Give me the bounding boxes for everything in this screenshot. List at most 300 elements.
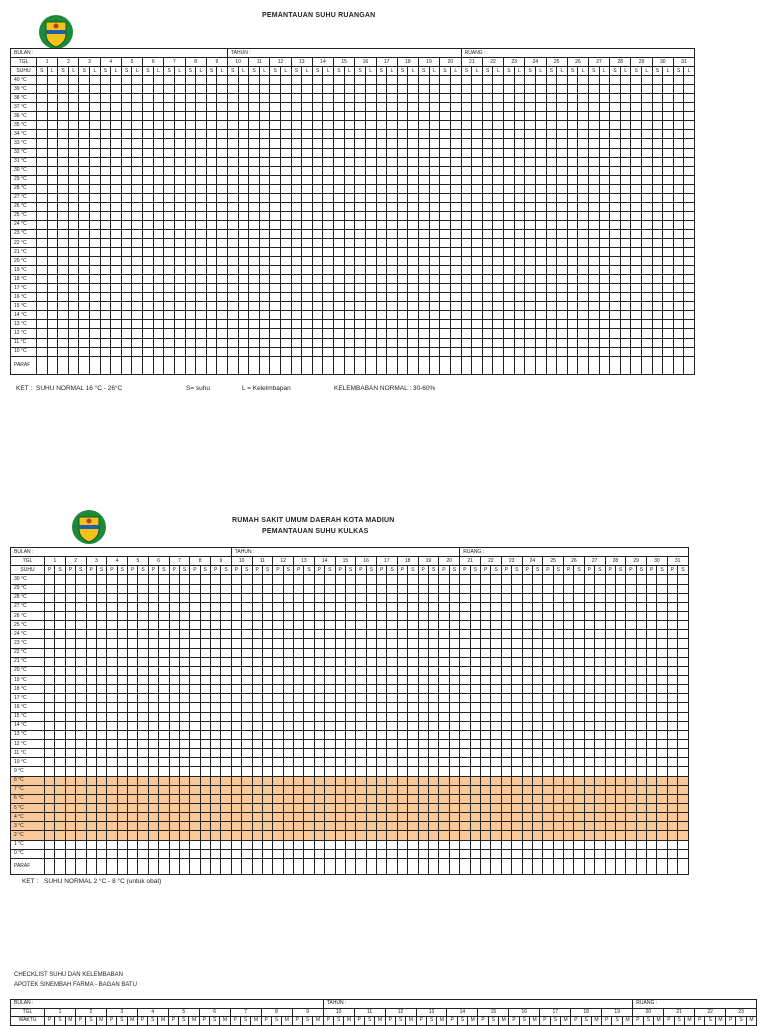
entry-cell[interactable] — [365, 175, 376, 184]
entry-cell[interactable] — [334, 293, 345, 302]
entry-cell[interactable] — [90, 85, 101, 94]
entry-cell[interactable] — [304, 593, 314, 602]
entry-cell[interactable] — [366, 749, 376, 758]
entry-cell[interactable] — [107, 630, 117, 639]
entry-cell[interactable] — [227, 302, 238, 311]
entry-cell[interactable] — [190, 602, 200, 611]
entry-cell[interactable] — [657, 694, 667, 703]
entry-cell[interactable] — [491, 749, 501, 758]
entry-cell[interactable] — [652, 103, 663, 112]
entry-cell[interactable] — [238, 139, 249, 148]
entry-cell[interactable] — [334, 275, 345, 284]
entry-cell[interactable] — [460, 840, 470, 849]
entry-cell[interactable] — [314, 767, 324, 776]
entry-cell[interactable] — [179, 794, 189, 803]
entry-cell[interactable] — [211, 785, 221, 794]
entry-cell[interactable] — [525, 266, 536, 275]
signature-cell[interactable] — [525, 356, 536, 374]
entry-cell[interactable] — [491, 730, 501, 739]
entry-cell[interactable] — [200, 767, 210, 776]
entry-cell[interactable] — [564, 721, 574, 730]
entry-cell[interactable] — [294, 630, 304, 639]
entry-cell[interactable] — [678, 785, 688, 794]
entry-cell[interactable] — [397, 175, 408, 184]
entry-cell[interactable] — [238, 266, 249, 275]
entry-cell[interactable] — [179, 813, 189, 822]
signature-cell[interactable] — [610, 356, 621, 374]
entry-cell[interactable] — [344, 85, 355, 94]
entry-cell[interactable] — [482, 184, 493, 193]
entry-cell[interactable] — [107, 776, 117, 785]
entry-cell[interactable] — [227, 266, 238, 275]
entry-cell[interactable] — [673, 166, 684, 175]
entry-cell[interactable] — [605, 813, 615, 822]
entry-cell[interactable] — [574, 739, 584, 748]
entry-cell[interactable] — [169, 675, 179, 684]
entry-cell[interactable] — [626, 657, 636, 666]
entry-cell[interactable] — [196, 238, 207, 247]
entry-cell[interactable] — [68, 184, 79, 193]
entry-cell[interactable] — [45, 749, 55, 758]
entry-cell[interactable] — [231, 822, 241, 831]
entry-cell[interactable] — [79, 275, 90, 284]
entry-cell[interactable] — [684, 202, 695, 211]
entry-cell[interactable] — [408, 211, 419, 220]
entry-cell[interactable] — [196, 166, 207, 175]
entry-cell[interactable] — [262, 749, 272, 758]
entry-cell[interactable] — [615, 575, 625, 584]
entry-cell[interactable] — [663, 311, 674, 320]
entry-cell[interactable] — [470, 849, 480, 858]
entry-cell[interactable] — [429, 220, 440, 229]
entry-cell[interactable] — [631, 184, 642, 193]
entry-cell[interactable] — [460, 776, 470, 785]
entry-cell[interactable] — [185, 320, 196, 329]
entry-cell[interactable] — [107, 831, 117, 840]
entry-cell[interactable] — [238, 329, 249, 338]
entry-cell[interactable] — [461, 329, 472, 338]
entry-cell[interactable] — [294, 767, 304, 776]
entry-cell[interactable] — [470, 694, 480, 703]
entry-cell[interactable] — [482, 202, 493, 211]
entry-cell[interactable] — [47, 238, 58, 247]
entry-cell[interactable] — [196, 202, 207, 211]
entry-cell[interactable] — [107, 611, 117, 620]
entry-cell[interactable] — [377, 785, 387, 794]
entry-cell[interactable] — [86, 730, 96, 739]
entry-cell[interactable] — [429, 284, 440, 293]
entry-cell[interactable] — [314, 721, 324, 730]
entry-cell[interactable] — [312, 211, 323, 220]
entry-cell[interactable] — [159, 767, 169, 776]
entry-cell[interactable] — [355, 329, 366, 338]
entry-cell[interactable] — [626, 822, 636, 831]
entry-cell[interactable] — [493, 284, 504, 293]
entry-cell[interactable] — [196, 229, 207, 238]
entry-cell[interactable] — [68, 266, 79, 275]
signature-cell[interactable] — [283, 858, 293, 874]
entry-cell[interactable] — [86, 703, 96, 712]
entry-cell[interactable] — [657, 849, 667, 858]
entry-cell[interactable] — [514, 220, 525, 229]
entry-cell[interactable] — [325, 639, 335, 648]
entry-cell[interactable] — [90, 112, 101, 121]
entry-cell[interactable] — [128, 721, 138, 730]
entry-cell[interactable] — [673, 184, 684, 193]
entry-cell[interactable] — [96, 803, 106, 812]
entry-cell[interactable] — [652, 121, 663, 130]
entry-cell[interactable] — [470, 776, 480, 785]
entry-cell[interactable] — [138, 703, 148, 712]
entry-cell[interactable] — [493, 112, 504, 121]
entry-cell[interactable] — [262, 803, 272, 812]
entry-cell[interactable] — [667, 730, 677, 739]
entry-cell[interactable] — [642, 275, 653, 284]
entry-cell[interactable] — [86, 602, 96, 611]
entry-cell[interactable] — [283, 657, 293, 666]
entry-cell[interactable] — [169, 703, 179, 712]
entry-cell[interactable] — [138, 648, 148, 657]
entry-cell[interactable] — [397, 94, 408, 103]
entry-cell[interactable] — [657, 840, 667, 849]
entry-cell[interactable] — [553, 822, 563, 831]
entry-cell[interactable] — [584, 794, 594, 803]
entry-cell[interactable] — [179, 712, 189, 721]
entry-cell[interactable] — [397, 712, 407, 721]
entry-cell[interactable] — [314, 712, 324, 721]
entry-cell[interactable] — [481, 840, 491, 849]
entry-cell[interactable] — [148, 685, 158, 694]
entry-cell[interactable] — [615, 749, 625, 758]
entry-cell[interactable] — [148, 822, 158, 831]
entry-cell[interactable] — [522, 803, 532, 812]
entry-cell[interactable] — [96, 630, 106, 639]
entry-cell[interactable] — [501, 712, 511, 721]
entry-cell[interactable] — [65, 685, 75, 694]
entry-cell[interactable] — [482, 302, 493, 311]
entry-cell[interactable] — [439, 675, 449, 684]
entry-cell[interactable] — [37, 329, 48, 338]
entry-cell[interactable] — [439, 602, 449, 611]
entry-cell[interactable] — [647, 593, 657, 602]
entry-cell[interactable] — [196, 275, 207, 284]
entry-cell[interactable] — [493, 248, 504, 257]
entry-cell[interactable] — [514, 202, 525, 211]
entry-cell[interactable] — [366, 785, 376, 794]
entry-cell[interactable] — [206, 311, 217, 320]
entry-cell[interactable] — [377, 584, 387, 593]
entry-cell[interactable] — [325, 721, 335, 730]
entry-cell[interactable] — [90, 275, 101, 284]
entry-cell[interactable] — [227, 320, 238, 329]
entry-cell[interactable] — [169, 794, 179, 803]
entry-cell[interactable] — [312, 121, 323, 130]
entry-cell[interactable] — [138, 758, 148, 767]
entry-cell[interactable] — [68, 175, 79, 184]
entry-cell[interactable] — [334, 103, 345, 112]
entry-cell[interactable] — [605, 621, 615, 630]
signature-cell[interactable] — [304, 858, 314, 874]
entry-cell[interactable] — [117, 813, 127, 822]
entry-cell[interactable] — [482, 130, 493, 139]
entry-cell[interactable] — [543, 611, 553, 620]
entry-cell[interactable] — [344, 103, 355, 112]
entry-cell[interactable] — [314, 593, 324, 602]
entry-cell[interactable] — [143, 94, 154, 103]
entry-cell[interactable] — [111, 238, 122, 247]
entry-cell[interactable] — [512, 584, 522, 593]
entry-cell[interactable] — [557, 229, 568, 238]
entry-cell[interactable] — [439, 584, 449, 593]
entry-cell[interactable] — [615, 657, 625, 666]
entry-cell[interactable] — [408, 703, 418, 712]
entry-cell[interactable] — [366, 675, 376, 684]
entry-cell[interactable] — [335, 575, 345, 584]
entry-cell[interactable] — [642, 248, 653, 257]
entry-cell[interactable] — [418, 193, 429, 202]
entry-cell[interactable] — [525, 94, 536, 103]
entry-cell[interactable] — [283, 611, 293, 620]
entry-cell[interactable] — [302, 238, 313, 247]
entry-cell[interactable] — [294, 703, 304, 712]
entry-cell[interactable] — [522, 639, 532, 648]
entry-cell[interactable] — [68, 202, 79, 211]
entry-cell[interactable] — [273, 602, 283, 611]
entry-cell[interactable] — [79, 320, 90, 329]
entry-cell[interactable] — [482, 238, 493, 247]
entry-cell[interactable] — [128, 730, 138, 739]
entry-cell[interactable] — [595, 776, 605, 785]
entry-cell[interactable] — [291, 329, 302, 338]
entry-cell[interactable] — [450, 284, 461, 293]
entry-cell[interactable] — [418, 85, 429, 94]
entry-cell[interactable] — [252, 621, 262, 630]
entry-cell[interactable] — [429, 184, 440, 193]
entry-cell[interactable] — [121, 184, 132, 193]
entry-cell[interactable] — [450, 130, 461, 139]
entry-cell[interactable] — [86, 694, 96, 703]
entry-cell[interactable] — [238, 293, 249, 302]
entry-cell[interactable] — [605, 822, 615, 831]
entry-cell[interactable] — [574, 749, 584, 758]
entry-cell[interactable] — [428, 803, 438, 812]
entry-cell[interactable] — [273, 749, 283, 758]
entry-cell[interactable] — [227, 148, 238, 157]
entry-cell[interactable] — [493, 211, 504, 220]
entry-cell[interactable] — [667, 675, 677, 684]
signature-cell[interactable] — [620, 356, 631, 374]
entry-cell[interactable] — [335, 593, 345, 602]
entry-cell[interactable] — [283, 694, 293, 703]
entry-cell[interactable] — [418, 112, 429, 121]
entry-cell[interactable] — [55, 657, 65, 666]
entry-cell[interactable] — [578, 130, 589, 139]
entry-cell[interactable] — [440, 229, 451, 238]
entry-cell[interactable] — [472, 266, 483, 275]
entry-cell[interactable] — [242, 794, 252, 803]
entry-cell[interactable] — [522, 730, 532, 739]
entry-cell[interactable] — [325, 831, 335, 840]
entry-cell[interactable] — [356, 685, 366, 694]
entry-cell[interactable] — [312, 193, 323, 202]
entry-cell[interactable] — [501, 575, 511, 584]
entry-cell[interactable] — [356, 611, 366, 620]
entry-cell[interactable] — [584, 767, 594, 776]
entry-cell[interactable] — [79, 329, 90, 338]
entry-cell[interactable] — [58, 130, 69, 139]
entry-cell[interactable] — [460, 831, 470, 840]
entry-cell[interactable] — [626, 621, 636, 630]
entry-cell[interactable] — [626, 749, 636, 758]
entry-cell[interactable] — [249, 184, 260, 193]
entry-cell[interactable] — [128, 822, 138, 831]
entry-cell[interactable] — [408, 103, 419, 112]
entry-cell[interactable] — [493, 94, 504, 103]
entry-cell[interactable] — [588, 229, 599, 238]
entry-cell[interactable] — [610, 229, 621, 238]
entry-cell[interactable] — [512, 593, 522, 602]
entry-cell[interactable] — [262, 648, 272, 657]
entry-cell[interactable] — [557, 211, 568, 220]
entry-cell[interactable] — [626, 785, 636, 794]
entry-cell[interactable] — [481, 849, 491, 858]
entry-cell[interactable] — [217, 257, 228, 266]
entry-cell[interactable] — [100, 211, 111, 220]
entry-cell[interactable] — [312, 184, 323, 193]
entry-cell[interactable] — [76, 849, 86, 858]
entry-cell[interactable] — [238, 238, 249, 247]
entry-cell[interactable] — [100, 103, 111, 112]
entry-cell[interactable] — [231, 840, 241, 849]
entry-cell[interactable] — [595, 794, 605, 803]
entry-cell[interactable] — [111, 338, 122, 347]
entry-cell[interactable] — [397, 584, 407, 593]
entry-cell[interactable] — [45, 758, 55, 767]
entry-cell[interactable] — [642, 329, 653, 338]
entry-cell[interactable] — [428, 730, 438, 739]
entry-cell[interactable] — [525, 103, 536, 112]
entry-cell[interactable] — [304, 803, 314, 812]
entry-cell[interactable] — [335, 639, 345, 648]
entry-cell[interactable] — [595, 831, 605, 840]
entry-cell[interactable] — [525, 112, 536, 121]
entry-cell[interactable] — [334, 266, 345, 275]
entry-cell[interactable] — [450, 338, 461, 347]
entry-cell[interactable] — [231, 749, 241, 758]
entry-cell[interactable] — [153, 220, 164, 229]
entry-cell[interactable] — [387, 220, 398, 229]
entry-cell[interactable] — [355, 139, 366, 148]
entry-cell[interactable] — [304, 785, 314, 794]
entry-cell[interactable] — [636, 630, 646, 639]
entry-cell[interactable] — [631, 130, 642, 139]
entry-cell[interactable] — [535, 347, 546, 356]
entry-cell[interactable] — [588, 248, 599, 257]
signature-cell[interactable] — [387, 356, 398, 374]
entry-cell[interactable] — [196, 139, 207, 148]
entry-cell[interactable] — [418, 248, 429, 257]
entry-cell[interactable] — [678, 685, 688, 694]
entry-cell[interactable] — [387, 157, 398, 166]
entry-cell[interactable] — [564, 630, 574, 639]
entry-cell[interactable] — [408, 639, 418, 648]
entry-cell[interactable] — [553, 611, 563, 620]
entry-cell[interactable] — [252, 785, 262, 794]
entry-cell[interactable] — [678, 803, 688, 812]
entry-cell[interactable] — [55, 803, 65, 812]
entry-cell[interactable] — [481, 785, 491, 794]
entry-cell[interactable] — [55, 611, 65, 620]
entry-cell[interactable] — [365, 311, 376, 320]
entry-cell[interactable] — [532, 639, 542, 648]
entry-cell[interactable] — [200, 739, 210, 748]
entry-cell[interactable] — [169, 630, 179, 639]
entry-cell[interactable] — [493, 76, 504, 85]
entry-cell[interactable] — [68, 220, 79, 229]
entry-cell[interactable] — [68, 229, 79, 238]
entry-cell[interactable] — [242, 703, 252, 712]
entry-cell[interactable] — [335, 712, 345, 721]
entry-cell[interactable] — [461, 193, 472, 202]
entry-cell[interactable] — [117, 602, 127, 611]
entry-cell[interactable] — [132, 121, 143, 130]
entry-cell[interactable] — [678, 611, 688, 620]
entry-cell[interactable] — [636, 584, 646, 593]
entry-cell[interactable] — [574, 776, 584, 785]
entry-cell[interactable] — [418, 584, 428, 593]
entry-cell[interactable] — [206, 112, 217, 121]
entry-cell[interactable] — [121, 103, 132, 112]
entry-cell[interactable] — [574, 730, 584, 739]
entry-cell[interactable] — [512, 849, 522, 858]
entry-cell[interactable] — [179, 657, 189, 666]
entry-cell[interactable] — [281, 266, 292, 275]
entry-cell[interactable] — [636, 758, 646, 767]
entry-cell[interactable] — [304, 712, 314, 721]
entry-cell[interactable] — [344, 157, 355, 166]
entry-cell[interactable] — [164, 329, 175, 338]
entry-cell[interactable] — [428, 593, 438, 602]
entry-cell[interactable] — [408, 320, 419, 329]
entry-cell[interactable] — [449, 675, 460, 684]
entry-cell[interactable] — [574, 602, 584, 611]
entry-cell[interactable] — [387, 121, 398, 130]
entry-cell[interactable] — [345, 712, 355, 721]
entry-cell[interactable] — [314, 749, 324, 758]
entry-cell[interactable] — [143, 193, 154, 202]
entry-cell[interactable] — [636, 749, 646, 758]
entry-cell[interactable] — [345, 602, 355, 611]
entry-cell[interactable] — [221, 648, 231, 657]
entry-cell[interactable] — [657, 584, 667, 593]
entry-cell[interactable] — [440, 220, 451, 229]
entry-cell[interactable] — [304, 749, 314, 758]
entry-cell[interactable] — [121, 284, 132, 293]
entry-cell[interactable] — [460, 675, 470, 684]
entry-cell[interactable] — [334, 211, 345, 220]
entry-cell[interactable] — [76, 703, 86, 712]
entry-cell[interactable] — [79, 347, 90, 356]
entry-cell[interactable] — [482, 211, 493, 220]
entry-cell[interactable] — [153, 139, 164, 148]
entry-cell[interactable] — [58, 266, 69, 275]
entry-cell[interactable] — [535, 238, 546, 247]
entry-cell[interactable] — [179, 767, 189, 776]
entry-cell[interactable] — [588, 302, 599, 311]
entry-cell[interactable] — [65, 593, 75, 602]
entry-cell[interactable] — [294, 749, 304, 758]
entry-cell[interactable] — [79, 311, 90, 320]
